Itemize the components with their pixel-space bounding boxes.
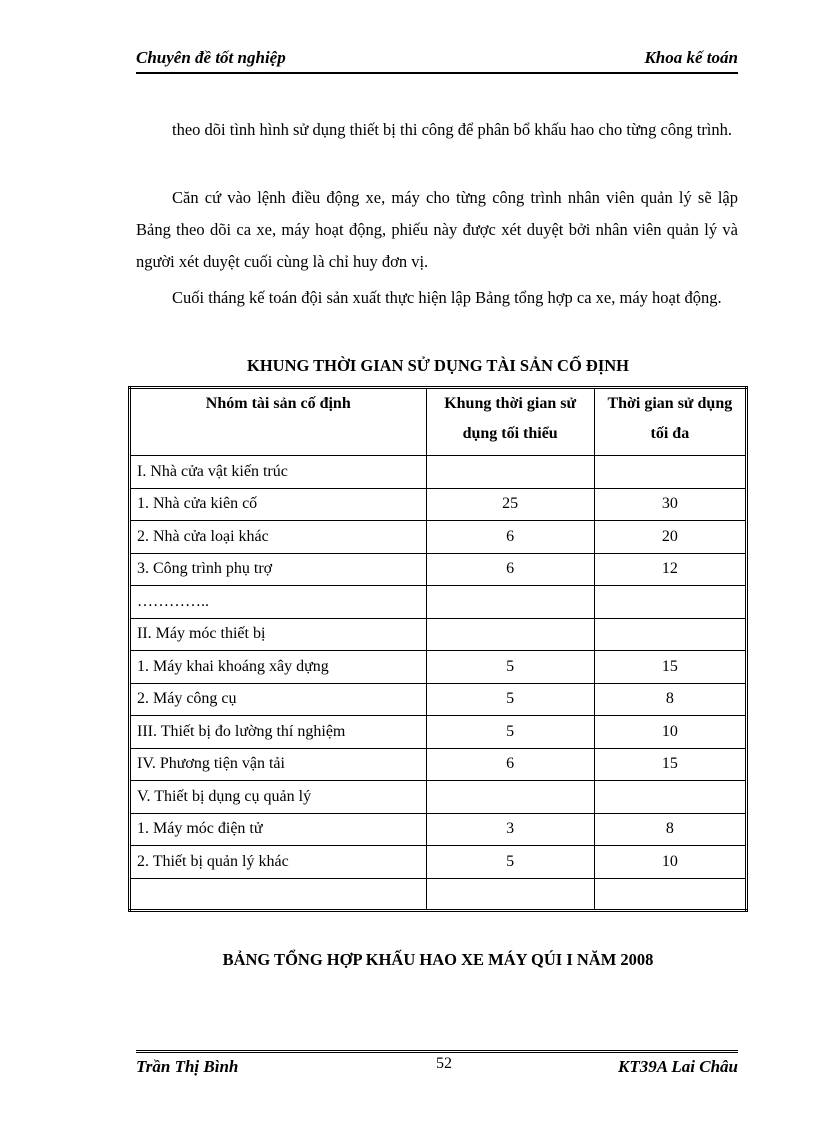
cell-asset-group: 2. Máy công cụ bbox=[130, 683, 427, 716]
cell-asset-group: ………….. bbox=[130, 586, 427, 619]
cell-asset-group: 2. Nhà cửa loại khác bbox=[130, 521, 427, 554]
paragraph-1: theo dõi tình hình sử dụng thiết bị thi công để phân bổ khấu hao cho từng công trình. bbox=[172, 120, 733, 139]
cell-max-time: 30 bbox=[594, 488, 746, 521]
cell-min-time: 5 bbox=[426, 651, 594, 684]
cell-min-time: 3 bbox=[426, 813, 594, 846]
cell-min-time: 6 bbox=[426, 748, 594, 781]
cell-min-time: 5 bbox=[426, 846, 594, 879]
table-row bbox=[130, 878, 747, 911]
cell-asset-group: III. Thiết bị đo lường thí nghiệm bbox=[130, 716, 427, 749]
cell-max-time bbox=[594, 878, 746, 911]
cell-asset-group: II. Máy móc thiết bị bbox=[130, 618, 427, 651]
cell-max-time bbox=[594, 586, 746, 619]
cell-asset-group: I. Nhà cửa vật kiến trúc bbox=[130, 456, 427, 489]
table-row bbox=[130, 488, 747, 521]
cell-max-time: 10 bbox=[594, 846, 746, 879]
paragraph-2: Căn cứ vào lệnh điều động xe, máy cho từng công trình nhân viên quản lý sẽ lập Bảng theo dõi ca xe, máy hoạt động, phiếu này được xét duyệt bởi nhân viên quản lý và người xét duyệt cuối cùng là chỉ huy đơn vị. bbox=[136, 188, 738, 271]
cell-asset-group: 2. Thiết bị quản lý khác bbox=[130, 846, 427, 879]
cell-max-time: 20 bbox=[594, 521, 746, 554]
cell-max-time bbox=[594, 618, 746, 651]
header-asset-group: Nhóm tài sản cố định bbox=[130, 388, 427, 456]
cell-max-time: 15 bbox=[594, 748, 746, 781]
cell-asset-group: V. Thiết bị dụng cụ quản lý bbox=[130, 781, 427, 814]
table-row bbox=[130, 618, 747, 651]
table-row bbox=[130, 683, 747, 716]
table-row bbox=[130, 813, 747, 846]
cell-max-time: 8 bbox=[594, 813, 746, 846]
table-row bbox=[130, 586, 747, 619]
page-number: 52 bbox=[436, 1055, 452, 1072]
footer-class: KT39A Lai Châu bbox=[618, 1057, 738, 1076]
header-min-time: Khung thời gian sử dụng tối thiểu bbox=[426, 388, 594, 456]
cell-min-time bbox=[426, 618, 594, 651]
cell-max-time bbox=[594, 456, 746, 489]
paragraph-3: Cuối tháng kế toán đội sản xuất thực hiện lập Bảng tổng hợp ca xe, máy hoạt động. bbox=[172, 288, 722, 307]
table-row bbox=[130, 553, 747, 586]
page-header bbox=[136, 46, 738, 74]
table-body bbox=[130, 456, 747, 911]
cell-max-time bbox=[594, 781, 746, 814]
cell-min-time: 5 bbox=[426, 683, 594, 716]
cell-max-time: 15 bbox=[594, 651, 746, 684]
cell-min-time: 6 bbox=[426, 521, 594, 554]
cell-max-time: 12 bbox=[594, 553, 746, 586]
cell-asset-group: 1. Máy khai khoáng xây dựng bbox=[130, 651, 427, 684]
cell-asset-group: IV. Phương tiện vận tải bbox=[130, 748, 427, 781]
cell-asset-group: 1. Máy móc điện tử bbox=[130, 813, 427, 846]
table-row bbox=[130, 748, 747, 781]
page-footer bbox=[136, 1050, 738, 1083]
cell-min-time bbox=[426, 878, 594, 911]
table-row bbox=[130, 716, 747, 749]
table-row bbox=[130, 651, 747, 684]
table-title: KHUNG THỜI GIAN SỬ DỤNG TÀI SẢN CỐ ĐỊNH bbox=[247, 356, 629, 375]
table-row bbox=[130, 781, 747, 814]
cell-min-time bbox=[426, 781, 594, 814]
cell-asset-group: 3. Công trình phụ trợ bbox=[130, 553, 427, 586]
cell-min-time: 6 bbox=[426, 553, 594, 586]
summary-title: BẢNG TỔNG HỢP KHẤU HAO XE MÁY QÚI I NĂM 2008 bbox=[222, 950, 654, 969]
cell-min-time: 5 bbox=[426, 716, 594, 749]
header-right-text: Khoa kế toán bbox=[644, 48, 738, 67]
header-max-time: Thời gian sử dụng tối đa bbox=[594, 388, 746, 456]
table-row bbox=[130, 521, 747, 554]
cell-max-time: 8 bbox=[594, 683, 746, 716]
cell-min-time: 25 bbox=[426, 488, 594, 521]
table-row bbox=[130, 846, 747, 879]
cell-asset-group bbox=[130, 878, 427, 911]
cell-asset-group: 1. Nhà cửa kiên cố bbox=[130, 488, 427, 521]
cell-min-time bbox=[426, 586, 594, 619]
footer-author: Trần Thị Bình bbox=[136, 1057, 239, 1076]
cell-min-time bbox=[426, 456, 594, 489]
asset-lifetime-table bbox=[128, 386, 748, 912]
header-left-text: Chuyên đề tốt nghiệp bbox=[136, 48, 286, 67]
table-header-row bbox=[130, 388, 747, 456]
table-row bbox=[130, 456, 747, 489]
cell-max-time: 10 bbox=[594, 716, 746, 749]
